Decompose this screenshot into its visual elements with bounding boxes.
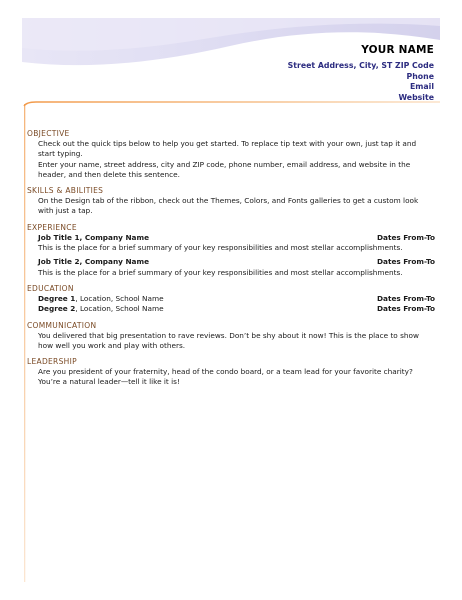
email: Email xyxy=(409,82,434,91)
leadership-text: Are you president of your fraternity, head of the condo board, or a team lead for your favorite charity? You’re a natural leader—tell it like it is! xyxy=(38,367,413,387)
degree-entry xyxy=(38,294,435,304)
job-summary: This is the place for a brief summary of your key responsibilities and most stellar accomplishments. xyxy=(38,267,403,277)
street-address: Street Address, City, ST ZIP Code xyxy=(287,61,434,70)
section-experience xyxy=(27,222,435,278)
section-heading: COMMUNICATION xyxy=(27,320,97,330)
degree-dates: Dates From-To xyxy=(376,304,435,314)
job-summary: This is the place for a brief summary of your key responsibilities and most stellar accomplishments. xyxy=(38,243,403,253)
degree-name: Degree 2 xyxy=(38,304,76,314)
skills-text: On the Design tab of the ribbon, check out the Themes, Colors, and Fonts galleries to get a custom look with just a tap. xyxy=(38,196,419,216)
section-objective xyxy=(27,128,435,180)
job-dates: Dates From-To xyxy=(376,232,435,242)
section-heading: OBJECTIVE xyxy=(27,129,70,138)
degree-school: , Location, School Name xyxy=(75,304,164,314)
objective-tip-1: Check out the quick tips below to help you get started. To replace tip text with your own, just tap it and start typing. xyxy=(38,139,417,159)
resume-body xyxy=(27,128,435,393)
degree-school: , Location, School Name xyxy=(75,293,164,303)
section-heading: LEADERSHIP xyxy=(27,357,77,367)
resume-name: YOUR NAME xyxy=(361,44,434,56)
job-title: Job Title 2, Company Name xyxy=(38,257,150,267)
job-entry xyxy=(38,233,435,254)
website: Website xyxy=(398,92,434,102)
phone: Phone xyxy=(406,71,434,81)
section-heading: EDUCATION xyxy=(27,283,74,293)
degree-entry xyxy=(38,304,435,314)
section-communication xyxy=(27,320,435,352)
section-heading: EXPERIENCE xyxy=(27,222,77,232)
section-education xyxy=(27,283,435,315)
degree-name: Degree 1 xyxy=(38,293,76,303)
section-leadership xyxy=(27,356,435,388)
left-rule xyxy=(24,104,25,582)
resume-header xyxy=(288,44,434,103)
job-title: Job Title 1, Company Name xyxy=(38,232,150,242)
job-entry xyxy=(38,257,435,278)
degree-dates: Dates From-To xyxy=(376,293,435,303)
section-heading: SKILLS & ABILITIES xyxy=(27,186,104,196)
communication-text: You delivered that big presentation to rave reviews. Don’t be shy about it now! This is the place to show how well you work and play with others. xyxy=(38,330,419,350)
job-dates: Dates From-To xyxy=(376,257,435,267)
section-skills xyxy=(27,185,435,217)
objective-tip-2: Enter your name, street address, city and ZIP code, phone number, email address, and website in the header, and then delete this sentence. xyxy=(38,159,411,179)
